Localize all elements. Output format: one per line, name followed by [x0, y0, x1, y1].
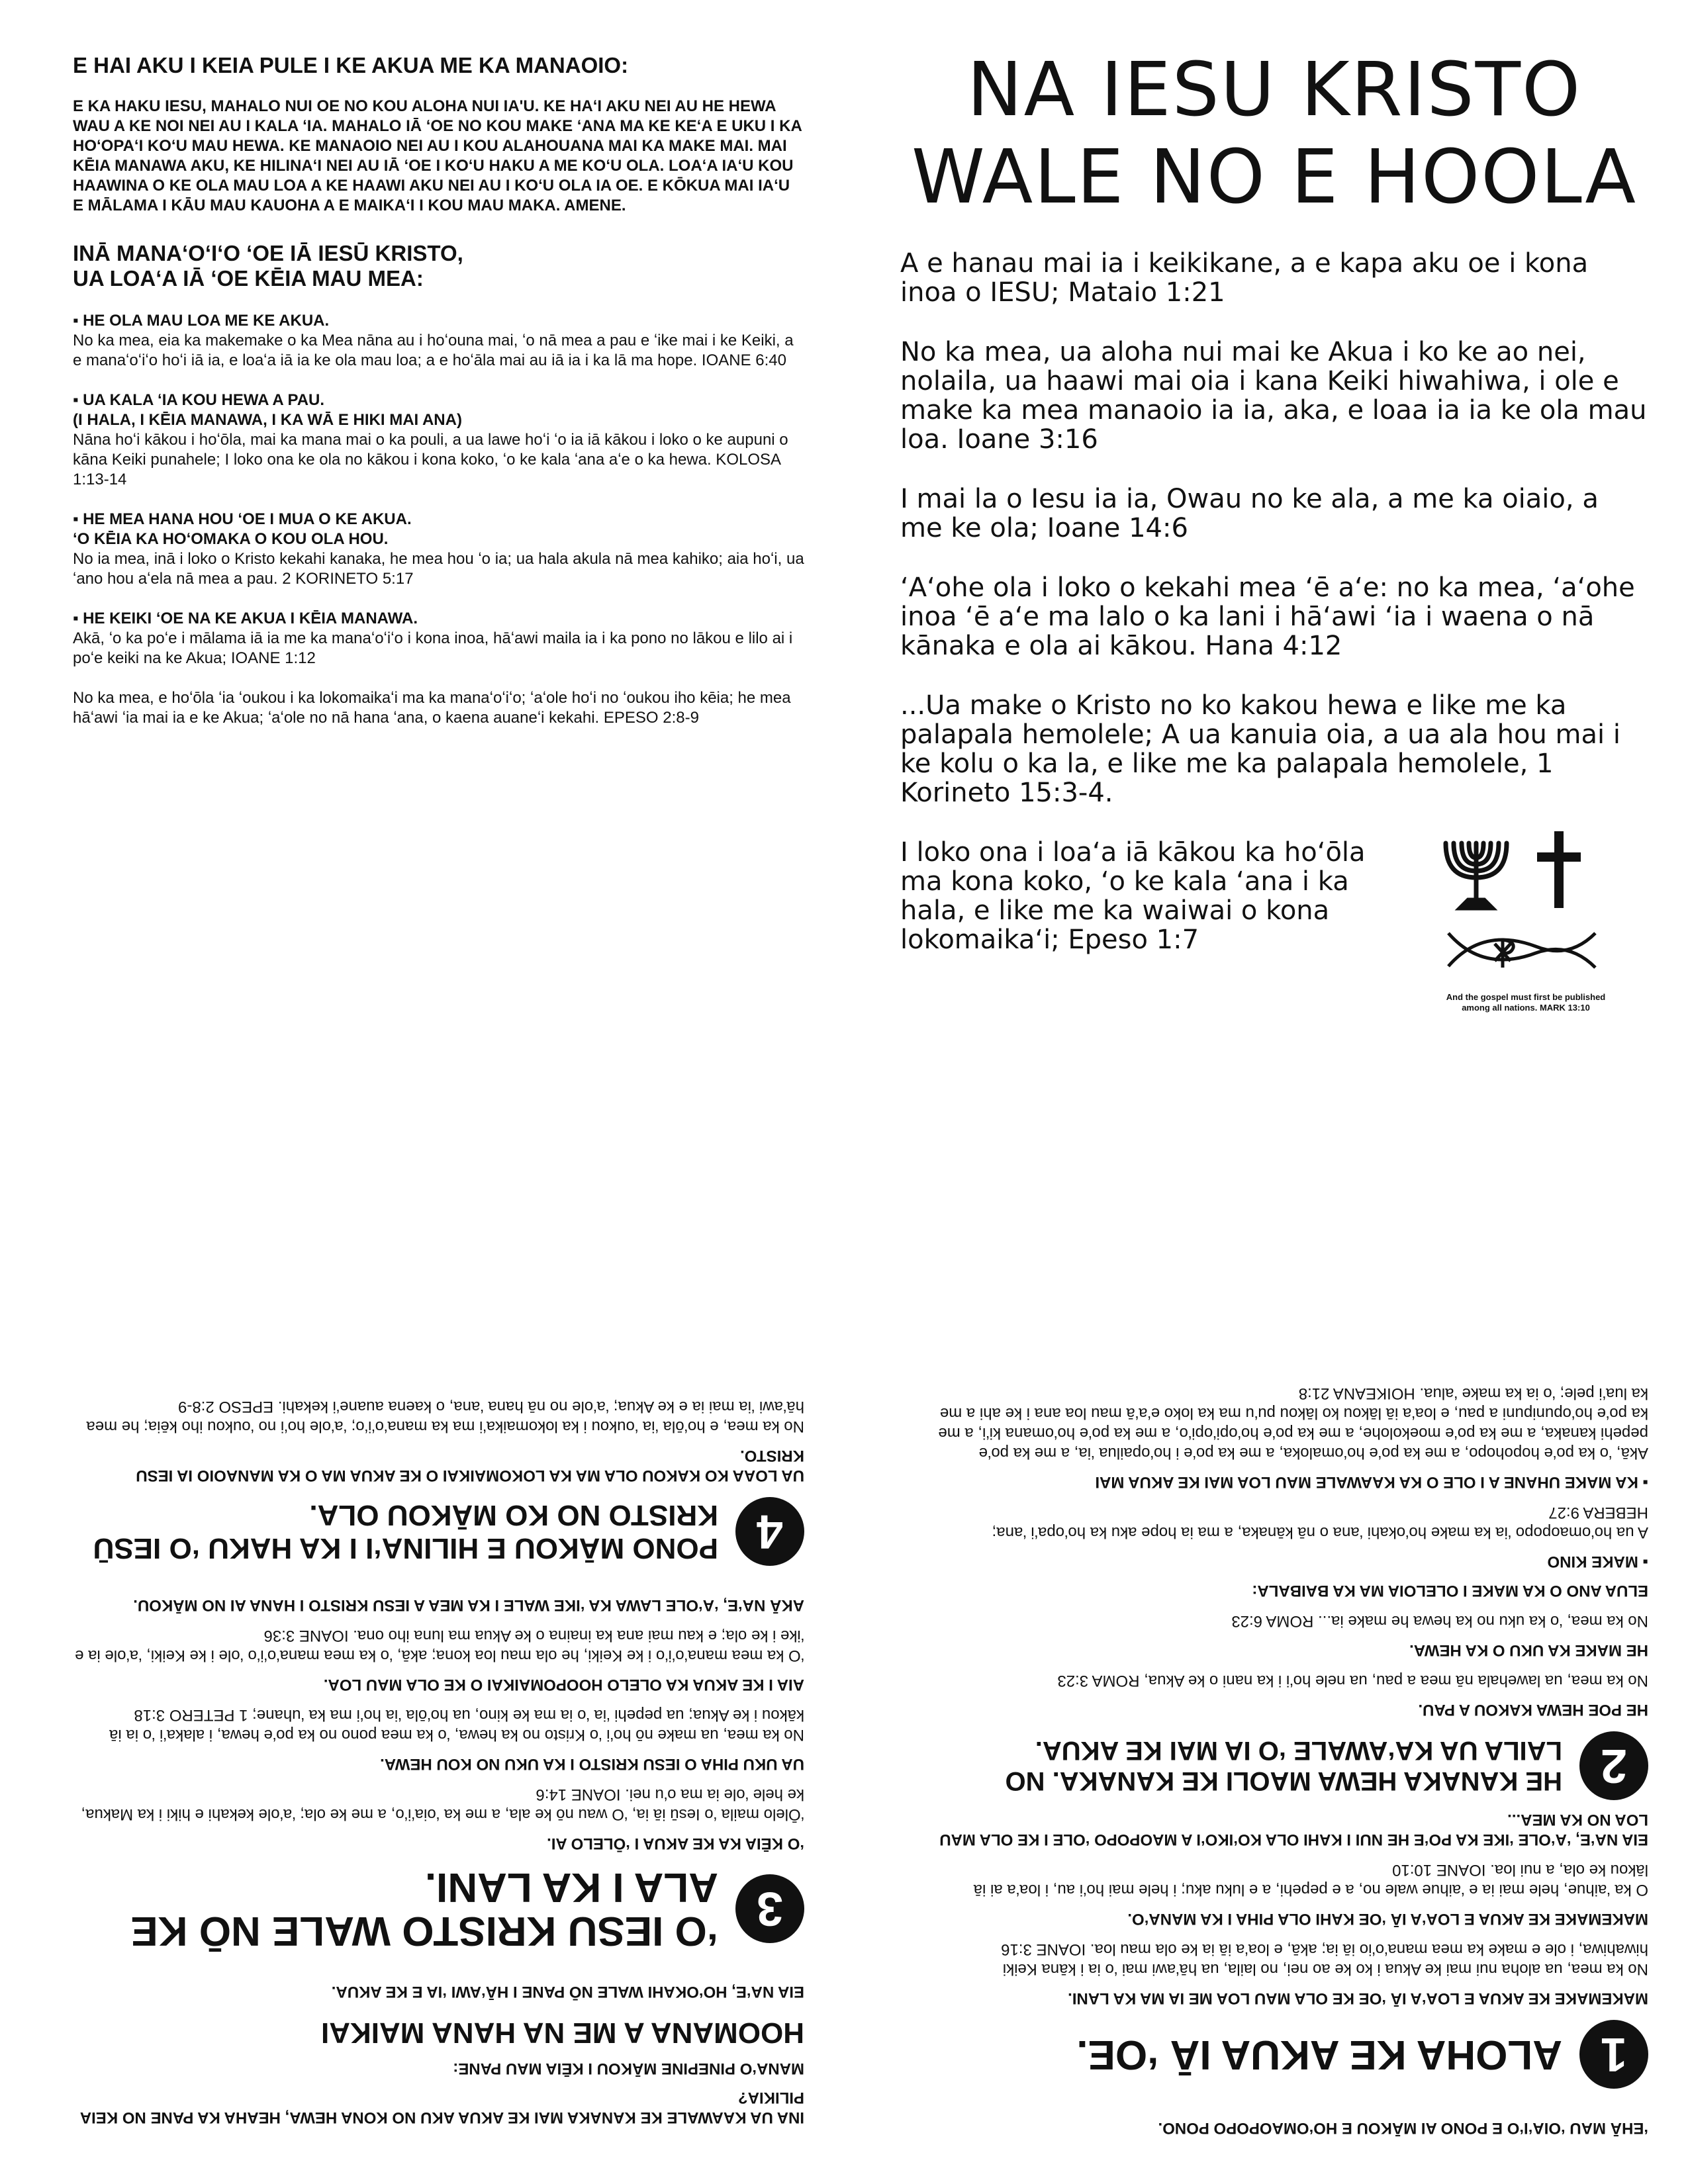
step-4-number: 4 — [735, 1497, 804, 1566]
step-3-number: 3 — [735, 1874, 804, 1943]
cover-title — [900, 46, 1648, 221]
steps-3-4-panel — [0, 1092, 844, 2184]
symbols-graphic — [1436, 827, 1615, 986]
one-answer-text: EIA NAʻE, HOʻOKAHI WALE NŌ PANE I HĀʻAWI ʻIA E KE AKUA. — [331, 1983, 804, 2001]
benefit-item — [73, 311, 804, 371]
spacer — [931, 2089, 1648, 2109]
caption-line1: And the gospel must first be published — [1446, 992, 1606, 1002]
step-3-subheading: AIA I KE AKUA KA OLELO HOOPOMAIKAI O KE OLA MAU LOA. — [323, 1676, 804, 1694]
problem-question: INA UA KAAWALE KE KANAKA MAI KE AKUA AKU NO KONA HEWA, HEAHA KA PANE NO KEIA PILIKIA? — [80, 2089, 804, 2126]
benefit-heading: ▪ UA KALA ʻIA KOU HEWA A PAU. — [73, 391, 325, 409]
step-2-text: Akā, ʻo ka poʻe hopohopo, a me ka poʻe hoʻomaloka, a me ka poʻe i hoʻopailua ʻia, a me ka poʻe pepehi kanaka, a me ka poʻe moekolohe, a me ka poʻe hoʻopiʻopiʻo, a me ka poʻe hoʻomana kiʻi, a me ka poʻe hoʻopunipuni a pau, e loaʻa iā lākou ko lākou puʻu ma ka loko eʻaʻā mau loa ana i ke ahi a me ka luaʻi pele; ʻo ia ka make ʻalua. HOIKEANA 21:8 — [938, 1385, 1648, 1462]
common-answers-label: MANAʻO PINEPINE MĀKOU I KĒIA MAU PANE: — [453, 2060, 804, 2077]
cover-title-line2: WALE NO E HOOLA — [911, 134, 1638, 220]
step-3-heading — [74, 1865, 804, 1952]
prayer-heading: E HAI AKU I KEIA PULE I KE AKUA ME KA MANAOIO: — [73, 53, 629, 77]
benefit-text: No ka mea, eia ka makemake o ka Mea nāna au i hoʻouna mai, ʻo nā mea a pau e ʻike mai i ke Keiki, a e manaʻoʻiʻo hoʻi iā ia, e loaʻa iā ia ke ola mau loa; a e hoʻāla mai au iā ia i ka lā ma hope. IOANE 6:40 — [73, 332, 794, 369]
benefit-text: Akā, ʻo ka poʻe i mālama iā ia me ka manaʻoʻiʻo i kona inoa, hāʻawi maila ia i ka pono no lākou e lilo ai i poʻe keiki na ke Akua; IOANE 1:12 — [73, 629, 793, 667]
verse: No ka mea, ua aloha nui mai ke Akua i ko ke ao nei, nolaila, ua haawi mai oia i kana Keiki hiwahiwa, i ole e make ka mea manaoio ia ia, aka, e loaa ia ia ke ola mau loa. Ioane 3:16 — [900, 337, 1647, 455]
step-3-text: No ka mea, ua make nō hoʻi ʻo Kristo no ka hewa, ʻo ka mea pono no ka poʻe hewa, i alakaʻi ʻo ia iā kākou i ke Akua; ua pepehi ʻia ʻo ia ma ke kino, ua hoʻōla ʻia hoʻi ma ka ʻuhane; 1 PETERO 3:18 — [109, 1706, 804, 1744]
ichthys-chi-rho-icon — [1448, 933, 1595, 968]
step-2-number: 2 — [1579, 1731, 1648, 1800]
benefit-item — [73, 510, 804, 589]
verse: ...Ua make o Kristo no ko kakou hewa e like me ka palapala hemolele; A ua kanuia oia, a ua ala hou mai i ke kolu o ka la, e like me ka palapala hemolele, 1 Korineto 15:3-4. — [900, 690, 1620, 808]
step-3-subheading: ʻO KĒIA KA KE AKUA I ʻŌLELO AI. — [547, 1835, 804, 1852]
benefit-heading: ▪ HE KEIKI ʻOE NA KE AKUA I KĒIA MANAWA. — [73, 610, 418, 627]
prayer-panel — [0, 0, 844, 1092]
menorah-icon — [1446, 843, 1507, 908]
cover-panel — [844, 0, 1688, 1092]
step-2-subheading: ▪ KA MAKE UHANE A I OLE O KA KAAWALE MAU LOA MAI KE AKUA MAI — [1095, 1473, 1648, 1491]
benefit-item — [73, 390, 804, 490]
verse: I mai la o Iesu ia ia, Owau no ke ala, a me ka oiaio, a me ke ola; Ioane 14:6 — [900, 484, 1599, 543]
benefit-text: Nāna hoʻi kākou i hoʻōla, mai ka mana mai o ka pouli, a ua lawe hoʻi ʻo ia iā kākou i loko o ke aupuni o kāna Keiki punahele; I loko ona ke ola no kākou i kona koko, ʻo ke kala ʻana aʻe o ka hewa. KOLOSA 1:13-14 — [73, 431, 788, 488]
step-1-subheading: MAKEMAKE KE AKUA E LOAʻA IĀ ʻOE KAHI OLA PIHA I KA MANAʻO. — [1127, 1910, 1648, 1928]
step-3-title: ʻO IESU KRISTO WALE NŌ KE ALA I KA LANI. — [130, 1864, 718, 1954]
cover-title-line1: NA IESU KRISTO — [966, 47, 1582, 133]
verse: A e hanau mai ia i keikikane, a e kapa aku oe i kona inoa o IESU; Mataio 1:21 — [900, 248, 1589, 308]
step-2-subheading: HE MAKE KA UKU O KA HEWA. — [1409, 1641, 1648, 1659]
step-2-title: HE KANAKA HEWA MAOLI KE KANAKA. NO LAILA UA KAʻAWALE ʻO IA MAI KE AKUA. — [1005, 1736, 1562, 1796]
caption-line2: among all nations. MARK 13:10 — [1462, 1003, 1590, 1013]
step-4-title: PONO MĀKOU E HILINAʻI I KA HAKU ʻO IESŪ KRISTO NO KO MĀKOU OLA. — [93, 1499, 718, 1565]
benefit-subheading: ʻO KĒIA KA HOʻOMAKA O KOU OLA HOU. — [73, 530, 389, 548]
step-1-subheading: EIA NAʻE, ʻAʻOLE ʻIKE KA POʻE HE NUI I KAHI OLA KOʻIKOʻI A MAOPOPO ʻOLE I KE OLA MAU LOA NO KA MEA... — [939, 1811, 1648, 1848]
step-1-number: 1 — [1579, 2020, 1648, 2089]
step-4-text: No ka mea, e hoʻōla ʻia ʻoukou i ka lokomaikaʻi ma ka manaʻoʻiʻo; ʻaʻole hoʻi no ʻoukou iho kēia; he mea hāʻawi ʻia mai ia e ke Akua; ʻaʻole no nā hana ʻana, o kaena auaneʻi kekahi. EPESO 2:8-9 — [86, 1398, 804, 1435]
step-1-text: O ka ʻaihue, hele mai ia e ʻaihue wale no, a e pepehi, a e luku aku; i hele mai hoʻi au, i loaʻa ai iā lākou ke ola, a nui loa. IOANE 10:10 — [973, 1861, 1648, 1899]
step-1-title: ALOHA KE AKUA IĀ ʻOE. — [1076, 2032, 1562, 2077]
step-3-text: ʻO ka mea manaʻoʻiʻo i ke Keiki, he ola mau loa kona; akā, ʻo ka mea manaʻoʻiʻo ʻole i ke Keiki, ʻaʻole ia e ʻike i ke ola; e kau mai ana ka inaina o ke Akua ma luna iho ona. IOANE 3:36 — [75, 1627, 804, 1664]
steps-1-2-panel — [844, 1092, 1688, 2184]
benefit-item — [73, 609, 804, 668]
step-3-text: ʻŌlelo maila ʻo Iesū iā ia, ʻO wau nō ke ala, a me ka ʻoiaʻiʻo, a me ke ola; ʻaʻole kekahi e hiki i ka Makua, ke hele ʻole ia ma oʻu nei. IOANE 14:6 — [81, 1786, 804, 1823]
benefit-subheading: (I HALA, I KĒIA MANAWA, I KA WĀ E HIKI MAI ANA) — [73, 411, 462, 429]
faith-heading-line2: UA LOAʻA IĀ ʻOE KĒIA MAU MEA: — [73, 266, 424, 291]
benefit-heading: ▪ HE MEA HANA HOU ʻOE I MUA O KE AKUA. — [73, 510, 412, 528]
step-2-subheading: ▪ MAKE KINO — [1547, 1553, 1648, 1570]
benefit-heading: ▪ HE OLA MAU LOA ME KE AKUA. — [73, 312, 330, 330]
step-2-text: No ka mea, ua lawehala nā mea a pau, ua nele hoʻi i ka nani o ke Akua, ROMA 3:23 — [1057, 1672, 1648, 1690]
prayer-body: E KA HAKU IESU, MAHALO NUI OE NO KOU ALOHA NUI IA'U. KE HAʻI AKU NEI AU HE HEWA WAU A KE NOI NEI AU I KALA ʻIA. MAHALO IĀ ʻOE NO KOU MAKE ʻANA MA KE KEʻA E UKU I KA HOʻOPAʻI KOʻU MAU HEWA. KE MANAOIO NEI AU I KOU ALAHOUANA MAI KA MAKE MAI. MAI KĒIA MANAWA AKU, KE HILINAʻI NEI AU IĀ ʻOE I KOʻU HAKU A ME KOʻU OLA. LOAʻA IAʻU KOU HAAWINA O KE OLA MAU LOA A KE HAAWI AKU NEI AU I KOʻU OLA IA OE. E KŌKUA MAI IAʻU E MĀLAMA I KĀU MAU KAUOHA A E MAIKAʻI I KOU MAU MAKA. AMENE. — [73, 97, 802, 214]
step-2-text: No ka mea, ʻo ka uku no ka hewa he make ia... ROMA 6:23 — [1231, 1612, 1648, 1630]
last-verse-row — [900, 837, 1648, 1013]
step-1-heading — [931, 2020, 1648, 2089]
step-3-subheading: UA UKU PIHA O IESU KRISTO I KA UKU NO KOU HEWA. — [380, 1755, 804, 1773]
step-2-subheading: ELUA ANO O KA MAKE I OLELOIA MA KA BAIBALA: — [1252, 1582, 1648, 1600]
step-2-subheading: HE POE HEWA KAKOU A PAU. — [1418, 1701, 1648, 1719]
closing-verse: No ka mea, e hoʻōla ʻia ʻoukou i ka lokomaikaʻi ma ka manaʻoʻiʻo; ʻaʻole hoʻi no ʻoukou iho kēia; he mea hāʻawi ʻia mai ia e ke Akua; ʻaʻole no nā hana ʻana, o kaena auaneʻi kekahi. EPESO 2:8-9 — [73, 689, 791, 727]
step-4-subheading: UA LOAA KO KAKOU OLA MA KA LOKOMAIKAI O KE AKUA MA O KA MANAOIO IA IESU KRISTO. — [136, 1447, 804, 1484]
verse: I loko ona i loaʻa iā kākou ka hoʻōla ma kona koko, ʻo ke kala ʻana i ka hala, e like me ka waiwai o kona lokomaikaʻi; Epeso 1:7 — [900, 837, 1366, 955]
faith-symbols — [1436, 827, 1615, 1013]
four-truths-intro: ʻEHĀ MAU ʻOIAʻIʻO E PONO AI MĀKOU E HOʻOMAOPOPO PONO. — [1158, 2119, 1648, 2137]
benefit-text: No ia mea, inā i loko o Kristo kekahi kanaka, he mea hou ʻo ia; ua hala akula nā mea kahiko; aia hoʻi, ua ʻano hou aʻela nā mea a pau. 2 KORINETO 5:17 — [73, 550, 804, 588]
faith-heading-line1: INĀ MANAʻOʻIʻO ʻOE IĀ IESŪ KRISTO, — [73, 241, 463, 265]
step-2-text: A ua hoʻomaopopo ʻia ka make hoʻokahi ʻana o nā kānaka, a ma ia hope aku ka hoʻopaʻi ʻana; HEBERA 9:27 — [992, 1504, 1648, 1541]
step-3-subheading: AKĀ NAʻE, ʻAʻOLE LAWA KA ʻIKE WALE I KA MEA A IESU KRISTO I HANA AI NO MĀKOU. — [133, 1596, 804, 1614]
step-4-heading — [74, 1497, 804, 1566]
mark-caption — [1436, 992, 1615, 1013]
wrong-answers-title: HOOMANA A ME NA HANA MAIKAI — [320, 2017, 804, 2049]
spacer — [74, 1566, 804, 1586]
step-1-text: No ka mea, ua aloha nui mai ke Akua i ko ke ao nei, no laila, ua hāʻawi mai ʻo ia i kāna Keiki hiwahiwa, i ole e make ka mea manaʻoʻio iā ia; akā, e loaʻa iā ia ke ola mau loa. IOANE 3:16 — [1001, 1940, 1648, 1978]
step-1-subheading: MAKEMAKE KE AKUA E LOAʻA IĀ ʻOE KE OLA MAU LOA ME IA MA KA LANI. — [1068, 1989, 1648, 2007]
cross-icon — [1537, 831, 1581, 908]
spacer — [74, 1952, 804, 1972]
verse: ʻAʻohe ola i loko o kekahi mea ʻē aʻe: no ka mea, ʻaʻohe inoa ʻē aʻe ma lalo o ka lani i hāʻawi ʻia i waena o nā kānaka e ola ai kākou. Hana 4:12 — [900, 572, 1635, 661]
step-2-heading — [931, 1731, 1648, 1800]
faith-heading — [73, 241, 804, 291]
